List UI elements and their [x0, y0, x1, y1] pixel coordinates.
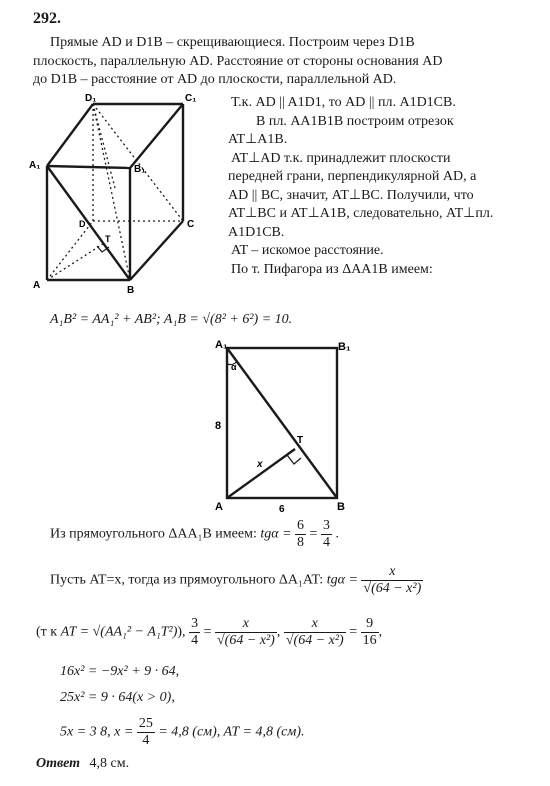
rect-label-a: A: [215, 501, 223, 513]
cube-label-b: B: [127, 285, 135, 293]
side-line: AT⊥BC и AT⊥A1B, следовательно, AT⊥пл.: [228, 206, 494, 221]
fraction: $\frac{3}{4}$: [191, 616, 199, 648]
side-text: [228, 94, 531, 279]
equation-1: 16x² = −9x² + 9 · 64,: [60, 664, 180, 679]
final-line: 5x = 3 8, x = $\frac{25}{4}$ = 4,8 (см), AT = 4,8 (см).: [60, 716, 305, 748]
cube-label-a1: A₁: [29, 160, 41, 171]
answer-line: [36, 756, 129, 772]
tg-prefix: Из прямоугольного ΔAA₁B имеем:: [50, 526, 257, 542]
cube-label-t: T: [105, 234, 111, 244]
rectangle-figure: [205, 336, 355, 516]
tk-line: (т к AT = √(AA₁² − A₁T²)), $\frac{3}{4}$ = $\frac{x}{\text{√(64 − x²)}}$ , $\frac{x}{\text{√(64 − x²)}}$ = $\frac{9}{16}$ ,: [36, 616, 383, 648]
cube-label-d: D: [79, 219, 86, 229]
fraction: $\frac{x}{\text{√(64 − x²)}}$: [216, 616, 275, 648]
fraction: $\frac{25}{4}$: [138, 716, 153, 748]
rect-label-t: T: [297, 435, 304, 446]
side-line: Т.к. AD || A1D1, то AD || пл. A1D1CB.: [231, 95, 456, 110]
let-lhs: tgα =: [326, 572, 358, 588]
problem-number: 292.: [33, 10, 61, 27]
let-line: [50, 564, 423, 597]
tg-lhs: tgα =: [260, 526, 292, 542]
rect-label-alpha: α: [231, 362, 237, 372]
intro-line: плоскость, параллельную AD. Расстояние от стороны основания AD: [33, 53, 443, 69]
fraction: $\frac{x}{\text{√(64 − x²)}}$: [285, 616, 344, 648]
answer-value: 4,8 см.: [89, 756, 130, 771]
answer-label: Ответ: [36, 756, 81, 771]
cube-label-b1: B₁: [134, 164, 146, 175]
side-line: В пл. AA1B1B построим отрезок: [256, 113, 454, 129]
rect-label-a1: A₁: [215, 339, 228, 351]
fraction: $\frac{x}{\text{√(64 − x²)}}$: [363, 564, 422, 596]
equation-2: 25x² = 9 · 64(x > 0),: [60, 690, 175, 705]
side-line: A1D1CB.: [228, 224, 285, 240]
tg-line: Из прямоугольного ΔAA₁B имеем: tgα = $\frac{6}{8}$ = $\frac{3}{4}$ .: [50, 518, 339, 550]
rect-label-x: x: [257, 459, 263, 470]
side-line: AD || BC, значит, AT⊥BC. Получили, что: [228, 187, 474, 203]
rect-label-b: B: [337, 501, 345, 513]
intro-line: до D1B – расстояние от AD до плоскости, параллельной AD.: [33, 72, 397, 87]
fraction: $\frac{3}{4}$: [322, 518, 330, 550]
intro-text: [33, 34, 530, 90]
rect-label-6: 6: [279, 504, 285, 515]
side-line: По т. Пифагора из ΔAA1B имеем:: [231, 261, 433, 277]
fraction: $\frac{6}{8}$: [297, 518, 305, 550]
pythagoras-equation: A₁B² = AA₁² + AB²; A₁B = √(8² + 6²) = 10.: [50, 312, 293, 327]
cube-label-a: A: [33, 280, 41, 291]
cube-label-c1: C₁: [185, 93, 197, 104]
rect-label-8: 8: [215, 420, 222, 432]
side-line: передней грани, перпендикулярной AD, а: [228, 169, 477, 184]
side-line: AT – искомое расстояние.: [231, 243, 384, 258]
cube-label-c: C: [187, 219, 195, 230]
rect-label-b1: B₁: [338, 341, 351, 353]
let-prefix: Пусть AT=x, тогда из прямоугольного ΔA₁AT:: [50, 572, 324, 588]
cube-label-d1: D₁: [85, 93, 97, 104]
cube-figure: [25, 88, 215, 293]
side-line: AT⊥A1B.: [228, 132, 288, 147]
fraction: $\frac{9}{16}$: [362, 616, 377, 648]
intro-line: Прямые AD и D1B – скрещивающиеся. Построим через D1B: [50, 35, 415, 50]
side-line: AT⊥AD т.к. принадлежит плоскости: [231, 150, 451, 166]
